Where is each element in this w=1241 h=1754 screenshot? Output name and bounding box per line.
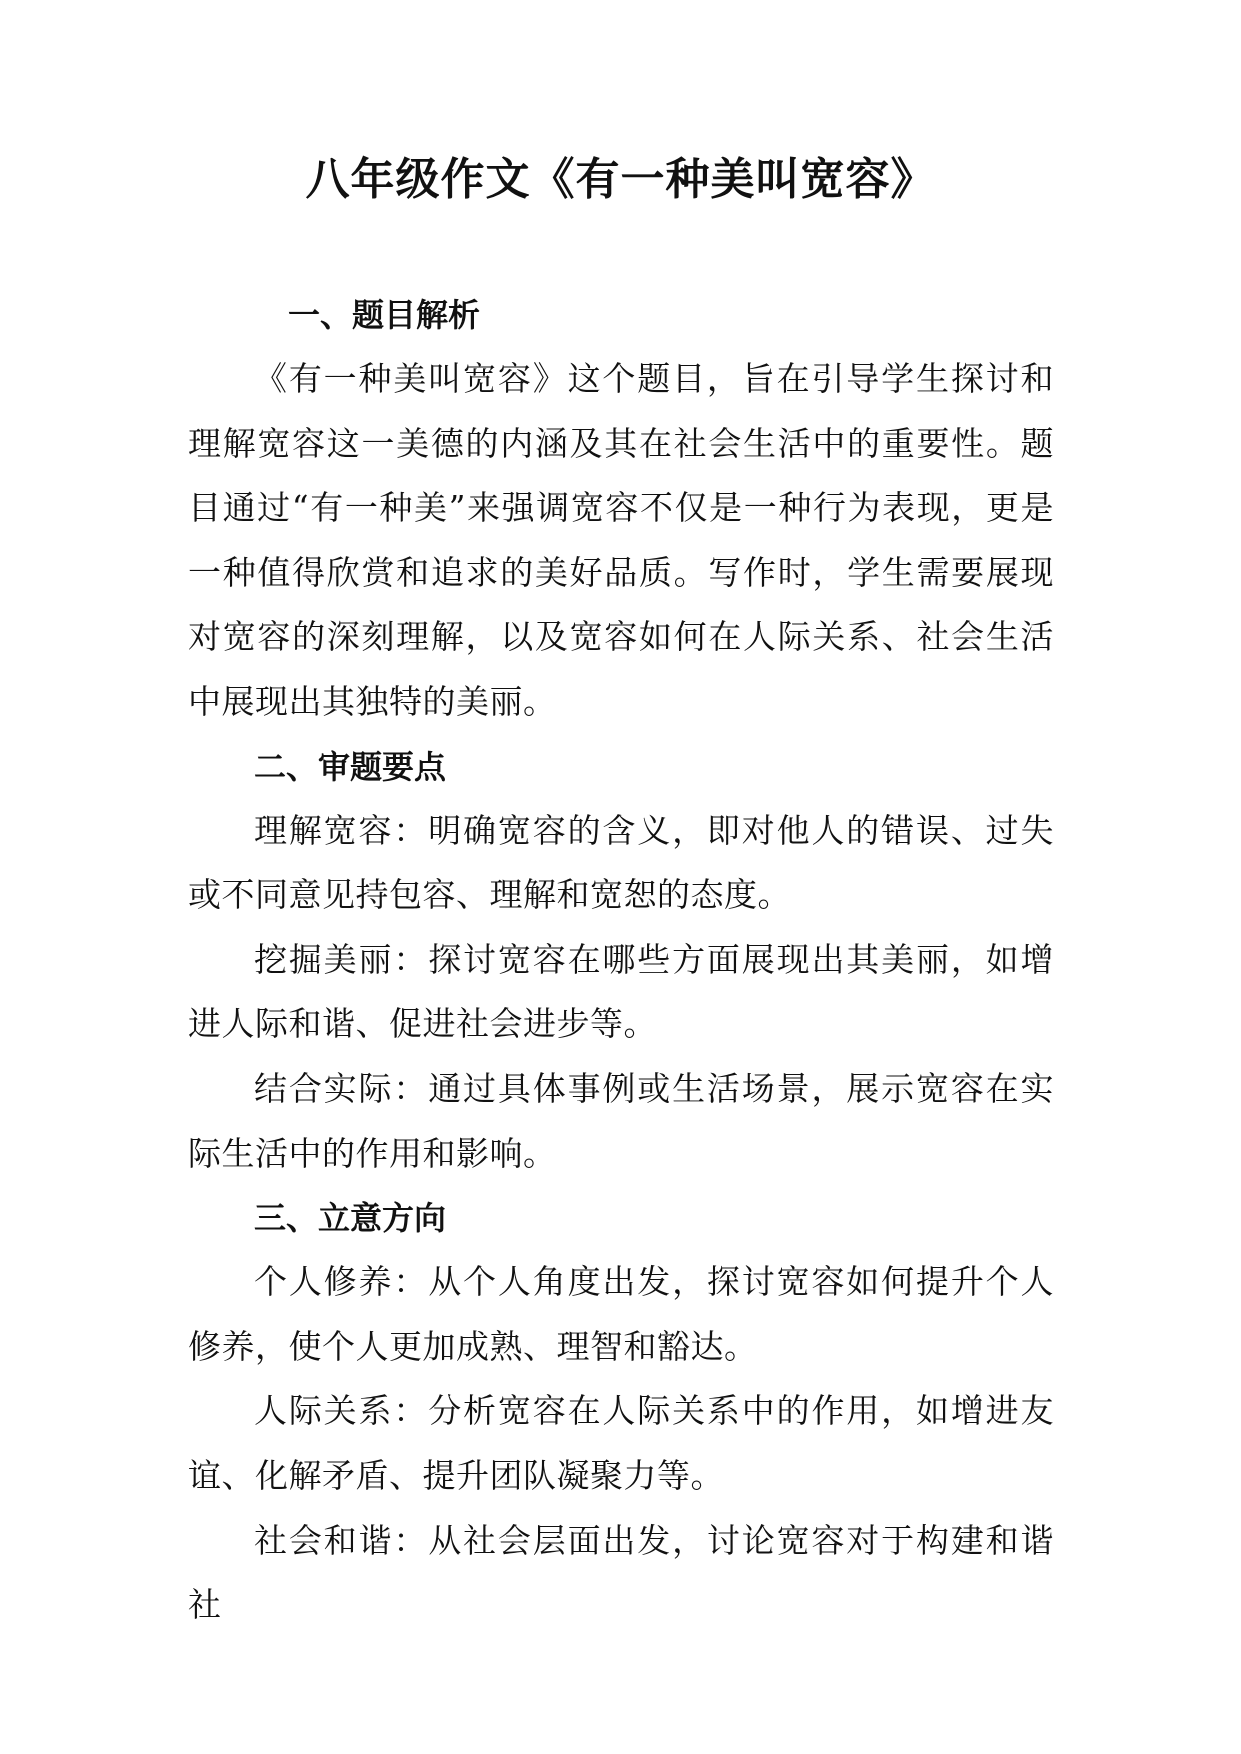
paragraph: 理解宽容：明确宽容的含义，即对他人的错误、过失或不同意见持包容、理解和宽恕的态度。 — [188, 810, 1054, 915]
section-key-points — [188, 735, 1054, 1187]
section-heading: 一、题目解析 — [288, 296, 481, 334]
section-heading: 二、审题要点 — [254, 747, 447, 786]
document-title: 八年级作文《有一种美叫宽容》 — [305, 154, 936, 205]
paragraph: 结合实际：通过具体事例或生活场景，展示宽容在实际生活中的作用和影响。 — [188, 1068, 1054, 1173]
paragraph: 社会和谐：从社会层面出发，讨论宽容对于构建和谐社 — [188, 1520, 1054, 1625]
section-heading: 三、立意方向 — [254, 1199, 447, 1238]
paragraph: 挖掘美丽：探讨宽容在哪些方面展现出其美丽，如增进人际和谐、促进社会进步等。 — [188, 939, 1054, 1044]
paragraph: 人际关系：分析宽容在人际关系中的作用，如增进友谊、化解矛盾、提升团队凝聚力等。 — [188, 1391, 1054, 1495]
paragraph: 《有一种美叫宽容》这个题目，旨在引导学生探讨和理解宽容这一美德的内涵及其在社会生活中的重要性。题目通过“有一种美”来强调宽容不仅是一种行为表现，更是一种值得欣赏和追求的美好品质。写作时，学生需要展现对宽容的深刻理解，以及宽容如何在人际关系、社会生活中展现出其独特的美丽。 — [188, 359, 1054, 721]
paragraph: 个人修养：从个人角度出发，探讨宽容如何提升个人修养，使个人更加成熟、理智和豁达。 — [188, 1262, 1054, 1366]
section-theme-directions — [188, 1186, 1054, 1638]
document-body — [188, 283, 1054, 1638]
section-topic-analysis — [188, 283, 1054, 735]
